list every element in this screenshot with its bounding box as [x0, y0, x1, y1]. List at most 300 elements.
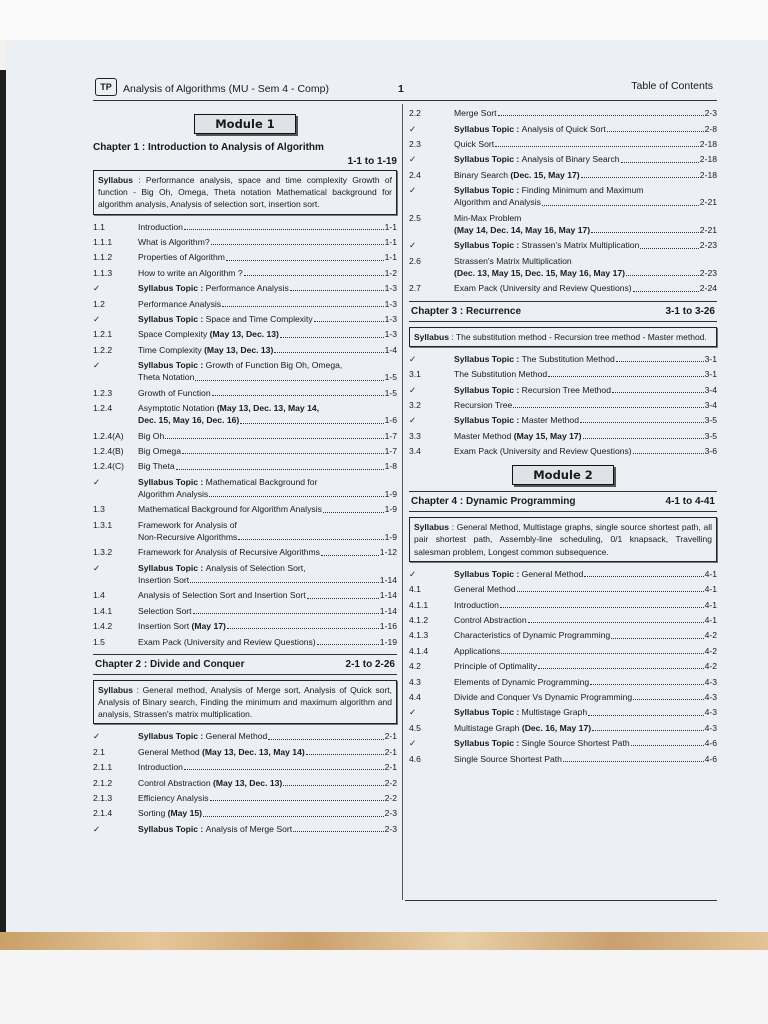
entry-title-text: Elements of Dynamic Programming	[454, 676, 590, 687]
entry-line	[454, 629, 717, 641]
check-mark-icon: ✓	[409, 415, 417, 426]
check-mark-icon: ✓	[93, 476, 101, 487]
page-ref: 4-3	[704, 692, 717, 702]
entry-text	[138, 746, 397, 758]
entry-title-text: Analysis of Quick Sort	[521, 123, 606, 134]
check-mark-icon: ✓	[409, 123, 417, 134]
dot-leader	[307, 598, 379, 599]
syllabus-topic-entry	[409, 706, 717, 718]
entry-title-text: Algorithm and Analysis	[454, 197, 541, 208]
syllabus-topic-prefix: Syllabus Topic :	[138, 283, 206, 294]
entry-text	[454, 753, 717, 765]
entry-title-text: Single Source Shortest Path	[454, 753, 562, 764]
dot-leader	[211, 244, 384, 245]
section-number: 1.1.2	[93, 252, 113, 263]
dot-leader	[631, 745, 704, 746]
page-ref: 4-3	[704, 707, 717, 718]
entry-text	[138, 344, 397, 356]
syllabus-text: : The substitution method - Recursion tree method - Master method.	[448, 331, 707, 342]
dot-leader	[184, 769, 384, 770]
entry-title-text: Recursion Tree	[454, 399, 513, 410]
check-mark-icon: ✓	[93, 313, 101, 324]
section-number: 1.3.2	[93, 547, 113, 558]
section-number: 1.2.2	[93, 344, 113, 355]
section-number: 3.3	[409, 430, 421, 441]
entry-title-text: Analysis of Binary Search	[521, 154, 620, 165]
exam-dates: (May 15, May 17)	[513, 430, 582, 441]
page-ref: 4-3	[704, 676, 717, 687]
dot-leader	[238, 539, 383, 540]
section-number: 1.4	[93, 590, 105, 601]
module-1-box: Module 1	[194, 114, 296, 134]
exam-dates: (May 13, Dec. 13)	[209, 329, 279, 340]
entry-title	[138, 251, 225, 263]
entry-title-text: Performance Analysis	[205, 283, 289, 294]
entry-text	[454, 645, 717, 657]
check-mark-icon: ✓	[93, 562, 101, 573]
entry-title-text: Control Abstraction	[138, 777, 213, 788]
entry-line	[454, 384, 717, 396]
entry-line	[138, 359, 397, 371]
dot-leader	[184, 229, 384, 230]
entry-line	[454, 169, 717, 181]
dot-leader	[591, 232, 699, 233]
section-number: 4.1.1	[409, 599, 429, 610]
toc-entry	[409, 691, 717, 703]
page-ref: 2-3	[384, 808, 397, 819]
entry-text	[454, 660, 717, 672]
entry-title-text: General Method	[454, 584, 516, 595]
syllabus-label: Syllabus	[414, 331, 449, 342]
section-number: 1.2	[93, 298, 105, 309]
entry-text	[454, 722, 717, 734]
entry-title-text: Control Abstraction	[454, 615, 527, 626]
dot-leader	[590, 684, 703, 685]
entry-title	[454, 414, 579, 426]
section-number: 4.2	[409, 661, 421, 672]
check-mark-icon: ✓	[409, 185, 417, 196]
chapter-4-bar	[409, 491, 717, 512]
entry-text	[138, 761, 397, 773]
entry-line	[454, 445, 717, 457]
syllabus-topic-prefix: Syllabus Topic :	[454, 707, 522, 718]
exam-dates: Dec. 15, May 16, Dec. 16)	[138, 415, 240, 426]
toc-entry	[93, 460, 397, 472]
entry-line	[454, 255, 717, 267]
entry-title	[138, 531, 237, 543]
entry-title	[454, 184, 643, 196]
chapter-4-range: 4-1 to 4-41	[665, 496, 715, 508]
page-ref: 1-5	[384, 372, 397, 383]
entry-title-text: What is Algorithm?	[138, 237, 210, 247]
page-ref: 3-1	[704, 369, 717, 380]
toc-entry	[409, 583, 717, 595]
toc-entry	[93, 546, 397, 558]
entry-title	[454, 737, 630, 749]
dot-leader	[513, 407, 703, 408]
syllabus-topic-entry	[93, 823, 397, 835]
toc-entry	[93, 344, 397, 356]
entry-title-text: Exam Pack (University and Review Questions)	[138, 636, 316, 647]
entry-line	[454, 368, 717, 380]
entry-line	[138, 476, 397, 488]
entry-title	[454, 691, 632, 703]
section-number: 1.2.4(B)	[93, 446, 124, 457]
entry-title	[454, 384, 611, 396]
entry-title-text: Mathematical Background for	[205, 476, 318, 487]
entry-text	[454, 430, 717, 442]
page-ref: 2-2	[384, 792, 397, 803]
dot-leader	[542, 205, 699, 206]
entry-title	[138, 387, 211, 399]
entry-text	[454, 138, 717, 150]
entry-title-text: Master Method	[454, 430, 514, 441]
section-number: 2.2	[409, 108, 421, 119]
chapter-3-entries	[409, 353, 717, 458]
entry-title-text: Exam Pack (University and Review Questions)	[454, 446, 632, 457]
desk-surface	[0, 932, 768, 950]
entry-line	[138, 546, 397, 558]
dot-leader	[501, 653, 703, 654]
syllabus-topic-entry	[409, 153, 717, 165]
section-number: 1.1	[93, 221, 105, 232]
entry-line	[454, 645, 717, 657]
entry-title	[138, 328, 279, 340]
syllabus-topic-entry	[93, 730, 397, 742]
exam-dates: (May 14, Dec. 14, May 16, May 17)	[454, 224, 591, 235]
page-ref: 4-1	[704, 568, 717, 579]
entry-text	[454, 107, 717, 119]
chapter-2-continued-entries	[409, 107, 717, 294]
entry-title	[138, 221, 183, 233]
page-ref: 1-8	[384, 461, 397, 472]
entry-title-text: General Method	[138, 746, 203, 757]
chapter-1-syllabus	[93, 170, 397, 215]
entry-title-text: Strassen's Matrix Multiplication	[454, 255, 572, 266]
entry-title	[138, 371, 194, 383]
chapter-1-range: 1-1 to 1-19	[347, 156, 397, 167]
section-number: 1.3.1	[93, 519, 113, 530]
page-ref: 1-6	[384, 415, 397, 426]
toc-entry	[409, 629, 717, 641]
toc-entry	[93, 761, 397, 773]
chapter-2-bar	[93, 654, 397, 675]
syllabus-topic-prefix: Syllabus Topic :	[454, 123, 522, 134]
exam-dates: (May 13, Dec. 13, May 14)	[202, 746, 305, 757]
entry-title-text: Mathematical Background for Algorithm Analysis	[138, 504, 322, 515]
entry-line	[138, 746, 397, 758]
dot-leader	[244, 275, 384, 276]
syllabus-topic-entry	[93, 562, 397, 586]
entry-line	[454, 722, 717, 734]
entry-text	[454, 255, 717, 279]
entry-title	[138, 282, 289, 294]
entry-text	[138, 562, 397, 586]
entry-title	[138, 414, 239, 426]
entry-title-text: Divide and Conquer Vs Dynamic Programming	[454, 692, 633, 702]
toc-entry	[409, 430, 717, 442]
entry-title-text: Merge Sort	[454, 108, 497, 119]
dot-leader	[182, 453, 384, 454]
entry-text	[138, 402, 397, 426]
page-ref: 3-6	[704, 446, 717, 457]
entry-line	[454, 153, 717, 165]
entry-text	[454, 629, 717, 641]
entry-title	[454, 445, 632, 457]
syllabus-text: : General method, Analysis of Merge sort, Analysis of Quick sort, Analysis of Binary search, Finding the minimum and maximum algorithm and analysis, Strassen's matrix multiplication.	[98, 684, 392, 720]
page-ref: 1-14	[379, 590, 397, 601]
entry-line	[138, 574, 397, 586]
entry-title-text: Algorithm Analysis	[138, 489, 209, 500]
book-title: Analysis of Algorithms (MU - Sem 4 - Comp)	[123, 83, 329, 95]
dot-leader	[563, 761, 704, 762]
toc-entry	[409, 212, 717, 236]
toc-entry	[93, 430, 397, 442]
entry-text	[138, 503, 397, 515]
syllabus-topic-prefix: Syllabus Topic :	[454, 738, 522, 749]
section-number: 2.1.4	[93, 808, 113, 819]
entry-line	[454, 430, 717, 442]
chapter-3-range: 3-1 to 3-26	[665, 305, 715, 317]
dot-leader	[640, 248, 698, 249]
entry-line	[454, 753, 717, 765]
entry-text	[454, 691, 717, 703]
entry-text	[454, 399, 717, 411]
dot-leader	[240, 423, 383, 424]
entry-text	[138, 546, 397, 558]
exam-dates: (May 17)	[191, 621, 226, 632]
entry-text	[454, 599, 717, 611]
dot-leader	[498, 115, 704, 116]
right-column	[409, 104, 717, 768]
exam-dates: (May 13, Dec. 13)	[213, 777, 283, 788]
entry-text	[138, 792, 397, 804]
entry-title	[138, 761, 183, 773]
page-ref: 3-4	[704, 399, 717, 410]
dot-leader	[203, 816, 384, 817]
toc-entry	[409, 753, 717, 765]
dot-leader	[633, 453, 704, 454]
toc-entry	[409, 645, 717, 657]
entry-title	[138, 344, 273, 356]
entry-line	[138, 792, 397, 804]
header-rule	[93, 100, 717, 101]
entry-text	[138, 328, 397, 340]
entry-line	[138, 445, 397, 457]
dot-leader	[283, 785, 383, 786]
entry-line	[454, 212, 717, 224]
entry-title	[454, 645, 500, 657]
page-ref: 1-1	[384, 252, 397, 263]
toc-entry	[93, 589, 397, 601]
entry-title	[138, 777, 282, 789]
toc-entry	[93, 503, 397, 515]
entry-title	[454, 614, 527, 626]
entry-title-text: Properties of Algorithm	[138, 252, 225, 263]
entry-line	[138, 636, 397, 648]
entry-title-text: Insertion Sort	[138, 575, 190, 586]
toc-entry	[409, 660, 717, 672]
entry-line	[138, 605, 397, 617]
entry-line	[138, 221, 397, 233]
entry-text	[138, 620, 397, 632]
entry-title-text: Selection Sort	[138, 605, 192, 616]
section-number: 3.2	[409, 399, 421, 410]
syllabus-topic-entry	[93, 359, 397, 383]
entry-line	[454, 676, 717, 688]
section-number: 4.6	[409, 753, 421, 764]
entry-text	[454, 368, 717, 380]
page-ref: 2-3	[384, 823, 397, 834]
entry-title	[454, 706, 587, 718]
entry-title-text: Multistage Graph	[454, 722, 522, 733]
entry-line	[138, 344, 397, 356]
entry-title	[138, 746, 305, 758]
toc-entry	[93, 636, 397, 648]
entry-line	[138, 251, 397, 263]
toc-entry	[93, 298, 397, 310]
entry-title	[454, 282, 632, 294]
entry-title-text: Framework for Analysis of Recursive Algorithms	[138, 547, 320, 558]
syllabus-topic-prefix: Syllabus Topic :	[138, 562, 206, 573]
dot-leader	[195, 380, 383, 381]
toc-entry	[93, 620, 397, 632]
entry-title	[454, 353, 615, 365]
entry-text	[138, 807, 397, 819]
page-ref: 4-2	[704, 661, 717, 672]
entry-line	[454, 196, 717, 208]
entry-text	[454, 614, 717, 626]
entry-title	[454, 399, 512, 411]
entry-title	[138, 807, 202, 819]
section-number: 1.1.3	[93, 267, 113, 278]
check-mark-icon: ✓	[93, 731, 101, 742]
section-number: 4.4	[409, 692, 421, 702]
toc-entry	[93, 605, 397, 617]
entry-text	[454, 583, 717, 595]
toc-entry	[93, 777, 397, 789]
entry-line	[138, 807, 397, 819]
entry-title	[138, 298, 221, 310]
section-number: 4.1.4	[409, 645, 429, 656]
page-ref: 1-3	[384, 283, 397, 294]
dot-leader	[227, 628, 379, 629]
page-ref: 1-2	[384, 267, 397, 278]
entry-title-text: Theta Notation	[138, 372, 195, 383]
entry-title	[138, 605, 192, 617]
page-ref: 2-3	[704, 108, 717, 119]
entry-title-text: Multistage Graph	[521, 707, 588, 718]
entry-title	[138, 730, 267, 742]
entry-title-text: Sorting	[138, 808, 168, 819]
check-mark-icon: ✓	[93, 823, 101, 834]
dot-leader	[280, 337, 384, 338]
entry-title	[454, 629, 610, 641]
entry-title-text: Analysis of Merge Sort	[205, 823, 293, 834]
entry-text	[138, 221, 397, 233]
syllabus-topic-entry	[93, 313, 397, 325]
entry-line	[454, 239, 717, 251]
entry-title	[138, 445, 181, 457]
toc-entry	[409, 107, 717, 119]
page-ref: 2-1	[384, 746, 397, 757]
dot-leader	[538, 668, 703, 669]
entry-text	[138, 251, 397, 263]
entry-title-text: Non-Recursive Algorithms	[138, 532, 238, 543]
toc-entry	[409, 614, 717, 626]
entry-title	[454, 599, 499, 611]
entry-text	[138, 430, 397, 442]
check-mark-icon: ✓	[409, 353, 417, 364]
section-number: 1.2.4	[93, 403, 113, 414]
chapter-2-title: Chapter 2 : Divide and Conquer	[95, 658, 245, 670]
dot-leader	[222, 306, 383, 307]
entry-title-text: Space Complexity	[138, 329, 210, 340]
dot-leader	[584, 576, 703, 577]
toc-entry	[93, 236, 397, 248]
page-ref: 1-14	[379, 605, 397, 616]
page-ref: 1-19	[379, 636, 397, 647]
chapter-4-entries	[409, 568, 717, 765]
section-number: 1.1.1	[93, 237, 113, 247]
entry-title	[138, 313, 313, 325]
section-number: 1.4.1	[93, 605, 113, 616]
chapter-3-syllabus	[409, 327, 717, 347]
entry-title	[454, 753, 562, 765]
dot-leader	[317, 644, 379, 645]
entry-title	[454, 153, 620, 165]
dot-leader	[176, 469, 384, 470]
page-ref: 2-18	[699, 154, 717, 165]
entry-line	[454, 123, 717, 135]
entry-title-text: Space and Time Complexity	[205, 313, 313, 324]
syllabus-topic-prefix: Syllabus Topic :	[138, 313, 206, 324]
page-ref: 3-4	[704, 384, 717, 395]
entry-title	[138, 430, 164, 442]
section-number: 1.2.3	[93, 387, 113, 398]
entry-line	[138, 519, 397, 531]
entry-line	[138, 267, 397, 279]
entry-text	[454, 445, 717, 457]
entry-line	[138, 298, 397, 310]
entry-line	[138, 402, 397, 414]
entry-text	[138, 777, 397, 789]
check-mark-icon: ✓	[409, 384, 417, 395]
entry-line	[454, 138, 717, 150]
entry-line	[138, 562, 397, 574]
toc-entry	[93, 221, 397, 233]
page-ref: 2-21	[699, 224, 717, 235]
entry-text	[138, 236, 397, 248]
entry-title-text: Introduction	[138, 221, 183, 232]
entry-line	[138, 589, 397, 601]
entry-title-text: Introduction	[138, 762, 183, 773]
toc-entry	[409, 722, 717, 734]
dot-leader	[321, 555, 379, 556]
syllabus-topic-entry	[93, 476, 397, 500]
syllabus-topic-prefix: Syllabus Topic :	[138, 731, 206, 742]
entry-line	[138, 430, 397, 442]
dot-leader	[290, 290, 384, 291]
toc-entry	[93, 387, 397, 399]
check-mark-icon: ✓	[409, 154, 417, 165]
entry-line	[454, 583, 717, 595]
entry-title-text: How to write an Algorithm ?	[138, 267, 243, 278]
entry-text	[138, 476, 397, 500]
dot-leader	[548, 376, 703, 377]
entry-line	[138, 313, 397, 325]
entry-text	[138, 282, 397, 294]
